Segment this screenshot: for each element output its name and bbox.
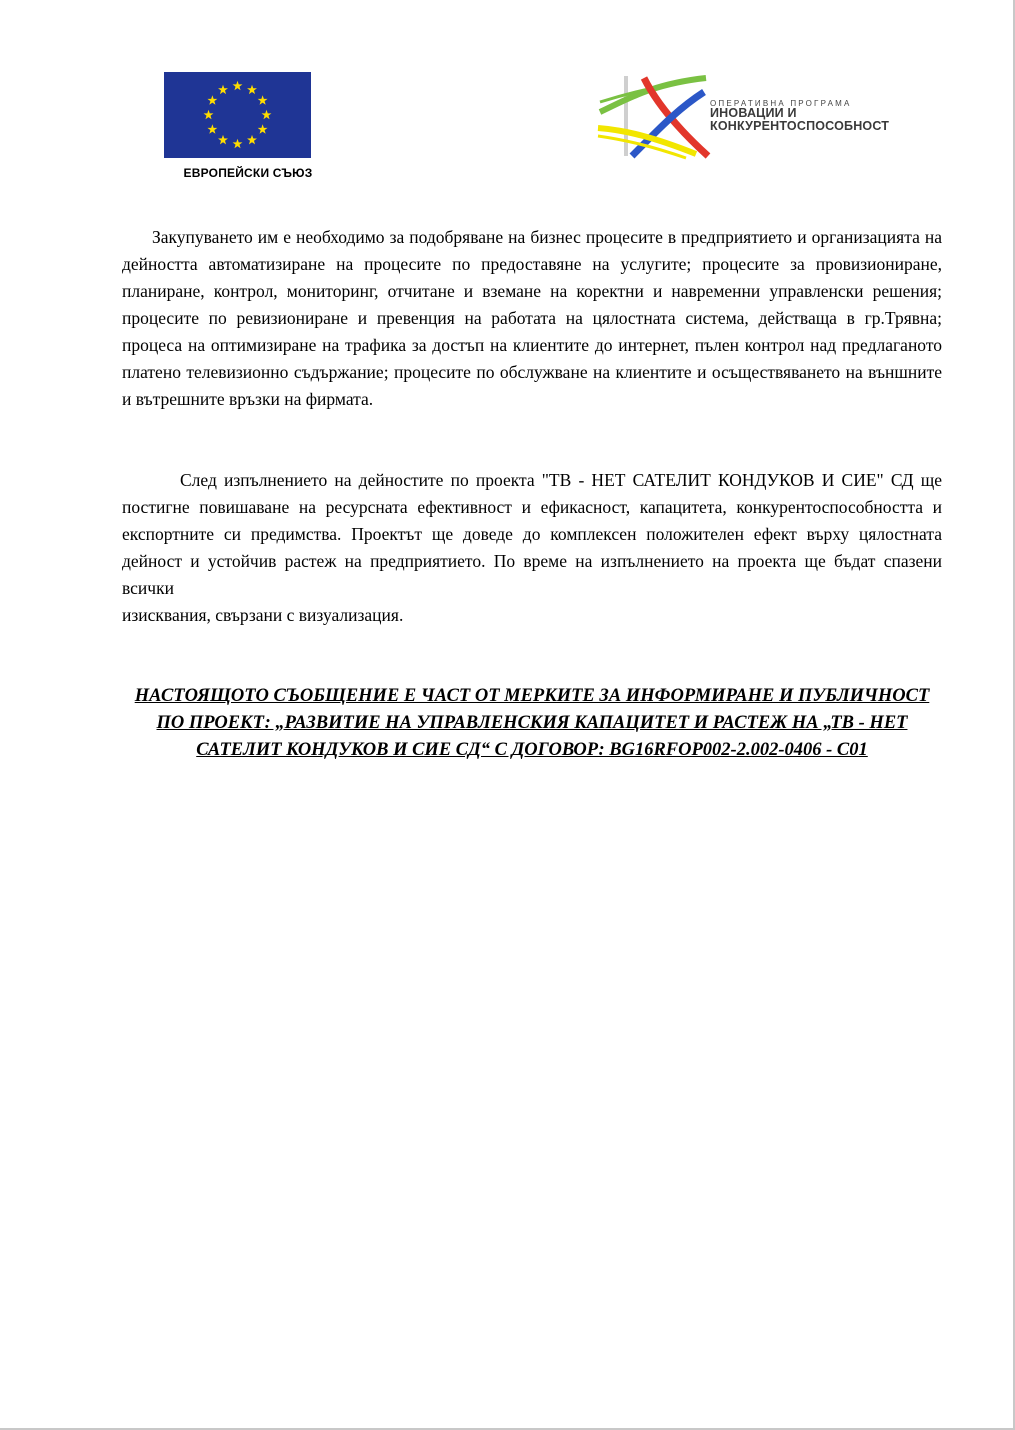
op-logo-line1: ИНОВАЦИИ И: [710, 106, 797, 120]
op-logo-line2: КОНКУРЕНТОСПОСОБНОСТ: [710, 119, 890, 133]
eu-label: ЕВРОПЕЙСКИ СЪЮЗ: [183, 166, 313, 180]
paragraph-2: След изпълнението на дейностите по проекта "ТВ - НЕТ САТЕЛИТ КОНДУКОВ И СИЕ" СД ще постигне повишаване на ресурсната ефективност и ефикасност, капацитета, конкурентоспособността и експортните си предимства. Проектът ще доведе до комплексен положителен ефект върху цялостната дейност и устойчив растеж на предприятието. По време на изпълнението на проекта ще бъдат спазени всички: [122, 470, 942, 598]
eu-flag-icon: [164, 72, 311, 158]
paragraph-1: Закупуването им е необходимо за подобряване на бизнес процесите в предприятието и организацията на дейността автоматизиране на процесите по предоставяне на услугите; процесите за провизиониране, планиране, контрол, мониторинг, отчитане и вземане на коректни и навременни управленски решения; процесите по ревизиониране и превенция на работата на цялостната система, действаща в гр.Трявна; процеса на оптимизиране на трафика за достъп на клиентите до интернет, пълен контрол над предлаганото платено телевизионно съдържание; процесите по обслужване на клиентите и осъществяването на външните и вътрешните връзки на фирмата.: [122, 227, 942, 409]
op-logo: [596, 72, 916, 162]
paragraph-2-tail: изисквания, свързани с визуализация.: [122, 605, 404, 625]
publicity-notice: НАСТОЯЩОТО СЪОБЩЕНИЕ Е ЧАСТ ОТ МЕРКИТЕ ЗА ИНФОРМИРАНЕ И ПУБЛИЧНОСТ ПО ПРОЕКТ: „РАЗВИТИЕ НА УПРАВЛЕНСКИЯ КАПАЦИТЕТ И РАСТЕЖ НА „ТВ - НЕТ САТЕЛИТ КОНДУКОВ И СИЕ СД“ С ДОГОВОР: BG16RFOP002-2.002-0406 - C01: [134, 686, 930, 760]
op-logo-icon: [596, 72, 712, 160]
eu-logo: [164, 72, 311, 180]
op-logo-small-text: ОПЕРАТИВНА ПРОГРАМА: [710, 99, 852, 108]
